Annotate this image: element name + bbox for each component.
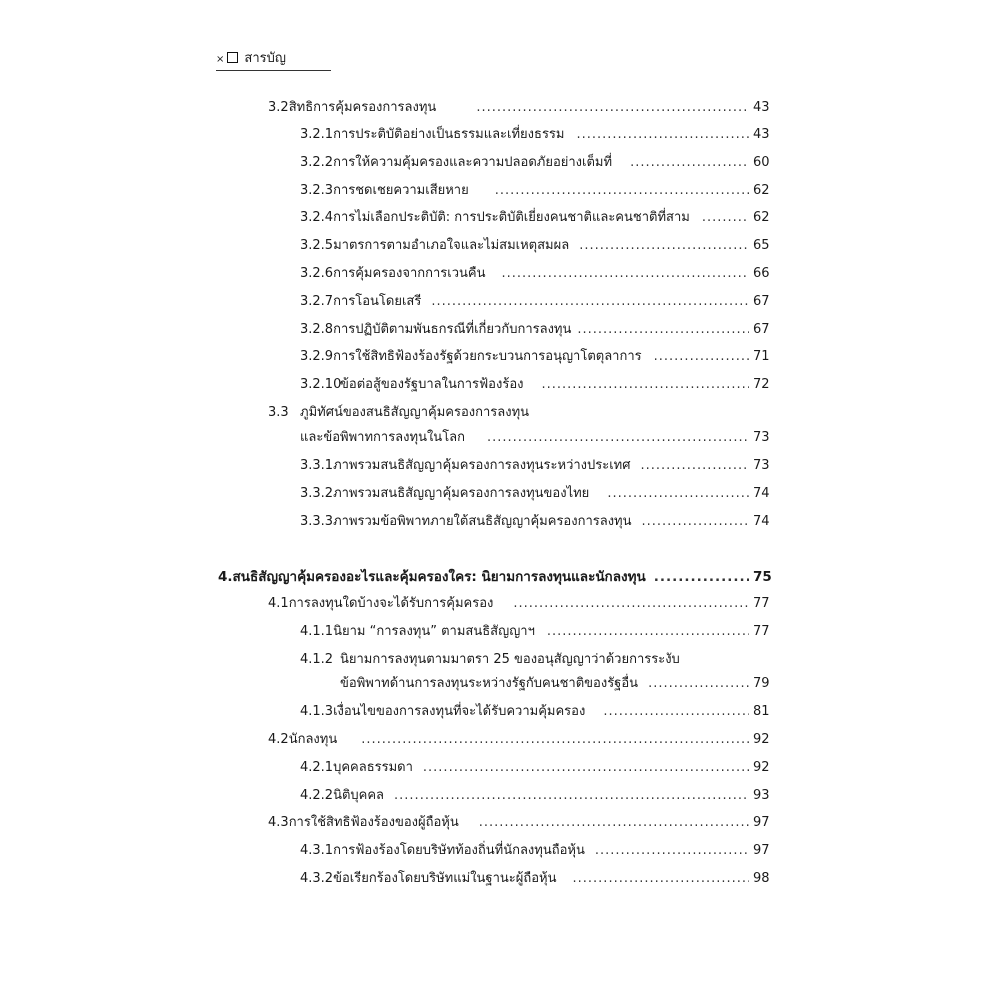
entry-number: 3.2.6 — [300, 266, 334, 281]
entry-number: 3.2.2 — [300, 155, 334, 170]
entry-title: เงื่อนไขของการลงทุนที่จะได้รับความคุ้มครอง — [333, 704, 586, 719]
square-icon — [227, 52, 238, 63]
entry-page: 72 — [753, 377, 770, 392]
entry-title: การปฏิบัติตามพันธกรณีที่เกี่ยวกับการลงทุน — [333, 322, 572, 337]
entry-page: 43 — [753, 100, 770, 115]
leader-dots — [487, 428, 749, 448]
entry-title: นิติบุคคล — [333, 788, 385, 803]
chapter-page: 75 — [753, 569, 772, 585]
entry-title: ภาพรวมข้อพิพาทภายใต้สนธิสัญญาคุ้มครองการลงทุน — [333, 514, 632, 529]
toc-entry[interactable] — [300, 375, 770, 395]
leader-dots — [479, 813, 749, 833]
entry-number: 3.2.4 — [300, 210, 334, 225]
entry-title: การประติบัติอย่างเป็นธรรมและเที่ยงธรรม — [333, 127, 565, 142]
entry-number: 4.2 — [268, 732, 289, 747]
toc-entry[interactable] — [300, 786, 770, 806]
entry-page: 67 — [753, 294, 770, 309]
leader-dots — [547, 622, 749, 642]
toc-entry-continued[interactable] — [340, 674, 770, 694]
entry-number: 3.2.1 — [300, 127, 334, 142]
entry-page: 71 — [753, 349, 770, 364]
entry-number: 4.1.1 — [300, 624, 334, 639]
entry-number: 4.3 — [268, 815, 289, 830]
leader-dots — [502, 264, 750, 284]
entry-title: และข้อพิพาทการลงทุนในโลก — [300, 430, 466, 445]
leader-dots — [595, 841, 749, 861]
entry-number: 4.3.2 — [300, 871, 334, 886]
entry-title: บุคคลธรรมดา — [333, 760, 413, 775]
entry-page: 97 — [753, 815, 770, 830]
entry-title: นักลงทุน — [288, 732, 338, 747]
toc-entry[interactable] — [300, 650, 767, 670]
entry-page: 74 — [753, 514, 770, 529]
entry-page: 98 — [753, 871, 770, 886]
leader-dots — [654, 567, 749, 587]
entry-page: 74 — [753, 486, 770, 501]
toc-entry[interactable] — [300, 181, 770, 201]
leader-dots — [702, 208, 749, 228]
entry-number: 3.2.9 — [300, 349, 334, 364]
toc-entry[interactable] — [300, 869, 770, 889]
toc-entry[interactable] — [300, 512, 770, 532]
entry-title: การคุ้มครองจากการเวนคืน — [333, 266, 486, 281]
entry-title: การให้ความคุ้มครองและความปลอดภัยอย่างเต็มที่ — [333, 155, 613, 170]
entry-number: 3.2 — [268, 100, 289, 115]
chapter-title: สนธิสัญญาคุ้มครองอะไรและคุ้มครองใคร: นิยามการลงทุนและนักลงทุน — [232, 569, 646, 585]
leader-dots — [607, 484, 749, 504]
entry-number: 4.1.2 — [300, 652, 334, 667]
toc-entry[interactable] — [300, 484, 770, 504]
page-header — [216, 50, 331, 71]
entry-page: 73 — [753, 458, 770, 473]
toc-entry[interactable] — [300, 264, 770, 284]
entry-title: การใช้สิทธิฟ้องร้องรัฐด้วยกระบวนการอนุญาโตตุลาการ — [333, 349, 642, 364]
toc-entry[interactable] — [268, 403, 767, 423]
entry-page: 81 — [753, 704, 770, 719]
chapter-number: 4. — [218, 569, 233, 585]
leader-dots — [361, 730, 749, 750]
entry-title: มาตรการตามอำเภอใจและไม่สมเหตุสมผล — [333, 238, 570, 253]
entry-page: 92 — [753, 732, 770, 747]
toc-entry[interactable] — [268, 594, 770, 614]
entry-page: 77 — [753, 624, 770, 639]
entry-title: ภูมิทัศน์ของสนธิสัญญาคุ้มครองการลงทุน — [300, 405, 530, 420]
leader-dots — [476, 98, 749, 118]
entry-title: การลงทุนใดบ้างจะได้รับการคุ้มครอง — [288, 596, 494, 611]
toc-entry[interactable] — [300, 622, 770, 642]
entry-page: 60 — [753, 155, 770, 170]
entry-page: 97 — [753, 843, 770, 858]
entry-number: 3.2.3 — [300, 183, 334, 198]
entry-number: 3.3.1 — [300, 458, 334, 473]
toc-entry[interactable] — [300, 292, 770, 312]
entry-page: 92 — [753, 760, 770, 775]
toc-entry[interactable] — [300, 320, 770, 340]
entry-page: 43 — [753, 127, 770, 142]
entry-title: สิทธิการคุ้มครองการลงทุน — [288, 100, 437, 115]
leader-dots — [648, 674, 749, 694]
entry-number: 3.3 — [268, 405, 289, 420]
entry-page: 66 — [753, 266, 770, 281]
entry-number: 4.3.1 — [300, 843, 334, 858]
leader-dots — [630, 153, 749, 173]
entry-title: ข้อต่อสู้ของรัฐบาลในการฟ้องร้อง — [340, 377, 524, 392]
toc-entry-continued[interactable] — [300, 428, 770, 448]
entry-page: 77 — [753, 596, 770, 611]
leader-dots — [541, 375, 749, 395]
leader-dots — [603, 702, 749, 722]
toc-entry[interactable] — [300, 841, 770, 861]
leader-dots — [577, 320, 749, 340]
toc-entry[interactable] — [300, 153, 770, 173]
entry-title: ภาพรวมสนธิสัญญาคุ้มครองการลงทุนระหว่างประเทศ — [333, 458, 631, 473]
entry-title: ข้อพิพาทด้านการลงทุนระหว่างรัฐกับคนชาติของรัฐอื่น — [340, 676, 639, 691]
entry-title: นิยามการลงทุนตามมาตรา 25 ของอนุสัญญาว่าด้วยการระงับ — [340, 652, 680, 667]
entry-page: 93 — [753, 788, 770, 803]
entry-page: 62 — [753, 183, 770, 198]
leader-dots — [654, 347, 749, 367]
toc-entry[interactable] — [300, 347, 770, 367]
entry-title: ข้อเรียกร้องโดยบริษัทแม่ในฐานะผู้ถือหุ้น — [333, 871, 557, 886]
toc-entry[interactable] — [268, 813, 770, 833]
entry-title: นิยาม “การลงทุน” ตามสนธิสัญญาฯ — [333, 624, 535, 639]
toc-entry[interactable] — [300, 208, 770, 228]
toc-entry[interactable] — [268, 730, 770, 750]
entry-title: การใช้สิทธิฟ้องร้องของผู้ถือหุ้น — [288, 815, 459, 830]
leader-dots — [495, 181, 749, 201]
entry-number: 3.2.10 — [300, 377, 342, 392]
toc-entry[interactable] — [268, 98, 770, 118]
leader-dots — [423, 758, 749, 778]
toc-entry[interactable] — [300, 702, 770, 722]
entry-title: การไม่เลือกประติบัติ: การประติบัติเยี่ยงคนชาติและคนชาติที่สาม — [333, 210, 690, 225]
entry-number: 4.1 — [268, 596, 289, 611]
entry-title: การฟ้องร้องโดยบริษัทท้องถิ่นที่นักลงทุนถือหุ้น — [333, 843, 585, 858]
entry-title: ภาพรวมสนธิสัญญาคุ้มครองการลงทุนของไทย — [333, 486, 590, 501]
entry-page: 73 — [753, 430, 770, 445]
x-mark: × — [216, 54, 225, 65]
entry-number: 4.2.2 — [300, 788, 334, 803]
entry-page: 62 — [753, 210, 770, 225]
entry-page: 65 — [753, 238, 770, 253]
entry-page: 67 — [753, 322, 770, 337]
entry-number: 3.3.3 — [300, 514, 334, 529]
header-title: สารบัญ — [244, 51, 286, 66]
entry-number: 3.2.7 — [300, 294, 334, 309]
leader-dots — [576, 125, 749, 145]
entry-number: 4.2.1 — [300, 760, 334, 775]
toc-chapter-entry[interactable] — [218, 567, 772, 587]
entry-number: 3.3.2 — [300, 486, 334, 501]
leader-dots — [642, 512, 749, 532]
leader-dots — [641, 456, 750, 476]
entry-title: การชดเชยความเสียหาย — [333, 183, 469, 198]
leader-dots — [431, 292, 749, 312]
toc-entry[interactable] — [300, 125, 770, 145]
leader-dots — [573, 869, 749, 889]
toc-entry[interactable] — [300, 758, 770, 778]
entry-number: 3.2.5 — [300, 238, 334, 253]
entry-title: การโอนโดยเสรี — [333, 294, 422, 309]
toc-entry[interactable] — [300, 456, 770, 476]
entry-page: 79 — [753, 676, 770, 691]
entry-number: 4.1.3 — [300, 704, 334, 719]
toc-entry[interactable] — [300, 236, 770, 256]
entry-number: 3.2.8 — [300, 322, 334, 337]
leader-dots — [394, 786, 749, 806]
leader-dots — [513, 594, 749, 614]
leader-dots — [579, 236, 749, 256]
